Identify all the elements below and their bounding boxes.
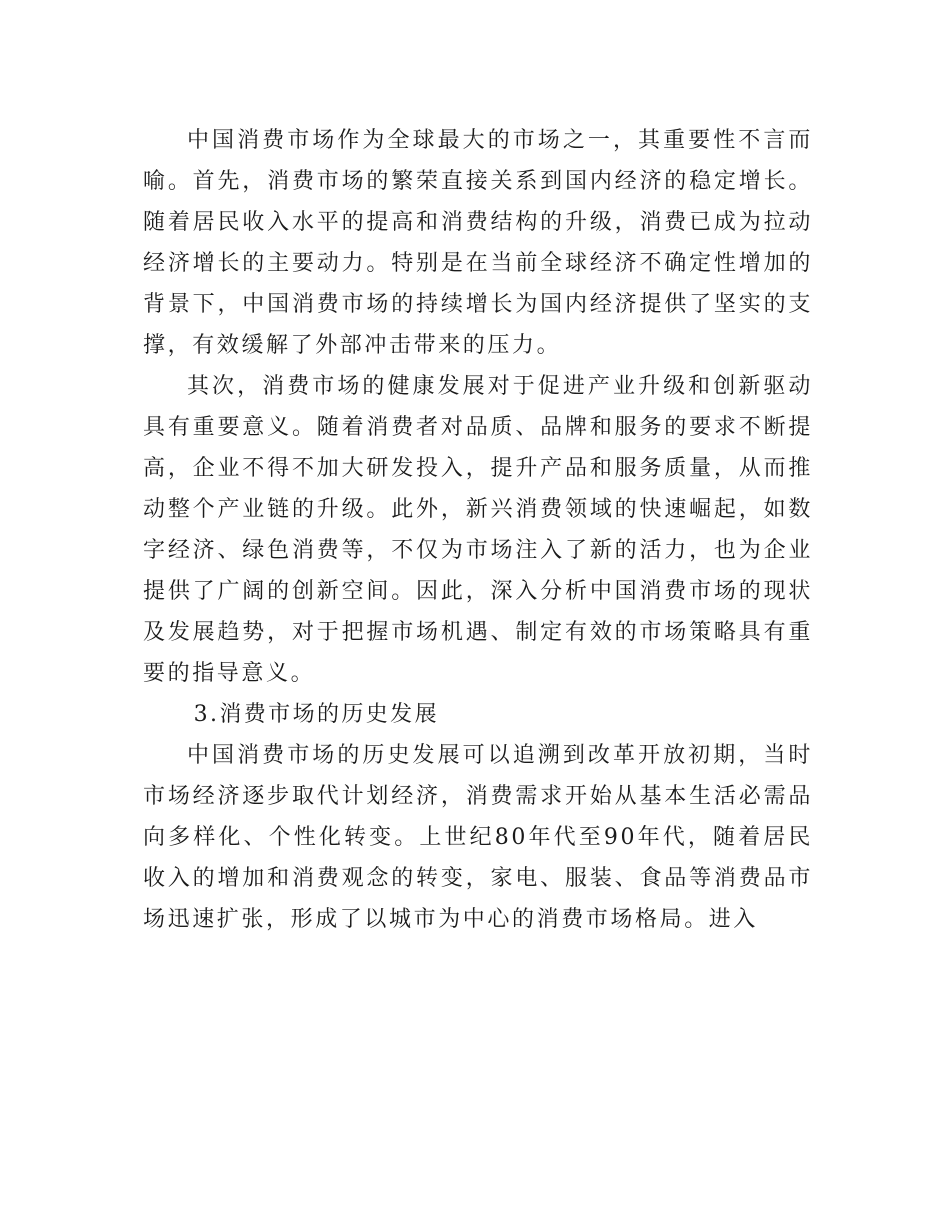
section-heading: 3.消费市场的历史发展 — [193, 702, 439, 727]
paragraph-industry-upgrade: 其次，消费市场的健康发展对于促进产业升级和创新驱动具有重要意义。随着消费者对品质、品牌和服务的要求不断提高，企业不得不加大研发投入，提升产品和服务质量，从而推动整个产业链的升级。此外，新兴消费领域的快速崛起，如数字经济、绿色消费等，不仅为市场注入了新的活力，也为企业提供了广阔的创新空间。因此，深入分析中国消费市场的现状及发展趋势，对于把握市场机遇、制定有效的市场策略具有重要的指导意义。 — [143, 374, 813, 686]
paragraph-market-importance: 中国消费市场作为全球最大的市场之一，其重要性不言而喻。首先，消费市场的繁荣直接关系到国内经济的稳定增长。随着居民收入水平的提高和消费结构的升级，消费已成为拉动经济增长的主要动力。特别是在当前全球经济不确定性增加的背景下，中国消费市场的持续增长为国内经济提供了坚实的支撑，有效缓解了外部冲击带来的压力。 — [143, 128, 813, 358]
paragraph-history: 中国消费市场的历史发展可以追溯到改革开放初期，当时市场经济逐步取代计划经济，消费需求开始从基本生活必需品向多样化、个性化转变。上世纪80年代至90年代，随着居民收入的增加和消费观念的转变，家电、服装、食品等消费品市场迅速扩张，形成了以城市为中心的消费市场格局。进入 — [143, 743, 813, 932]
document-body — [143, 120, 813, 940]
